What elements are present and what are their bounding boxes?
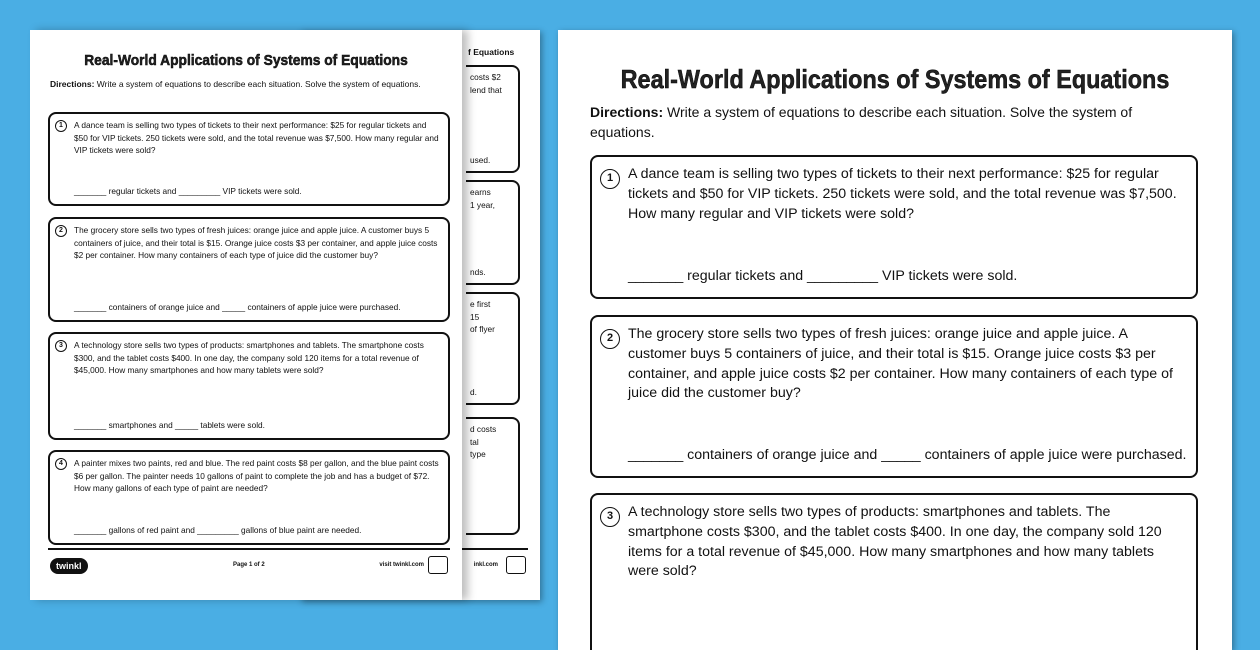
question-text: A painter mixes two paints, red and blue. The red paint costs $8 per gallon, and the blue paint costs $6 per gallon. The painter needs 10 gallons of paint to complete the job and has a budget of $72. How many gallons of each type of paint are needed?	[74, 458, 439, 494]
answer-line: _______ smartphones and _____ tablets were sold.	[74, 420, 265, 431]
directions-text: Write a system of equations to describe each situation. Solve the system of equations.	[96, 79, 421, 89]
fragment-answer: used.	[470, 155, 491, 166]
answer-line: _______ regular tickets and _________ VIP tickets were sold.	[74, 186, 302, 197]
question-number: 2	[55, 225, 67, 237]
question-box-1	[590, 155, 1198, 299]
fragment-answer: d.	[470, 387, 477, 398]
back-question-box	[466, 180, 520, 285]
worksheet-page-thumbnail	[30, 30, 462, 600]
back-question-box	[466, 292, 520, 405]
back-question-box	[466, 65, 520, 173]
question-box-1	[48, 112, 450, 206]
question-text: A technology store sells two types of products: smartphones and tablets. The smartphone costs $300, and the tablet costs $400. In one day, the company sold 120 items for a total revenue of $45,000. How many smartphones and how many tablets were sold?	[628, 504, 1162, 580]
answer-line: _______ containers of orange juice and _____ containers of apple juice were purchased.	[628, 447, 1187, 464]
back-question-box	[466, 417, 520, 535]
answer-line: _______ containers of orange juice and _____ containers of apple juice were purchased.	[74, 302, 401, 313]
answer-line: _______ regular tickets and _________ VIP tickets were sold.	[628, 268, 1018, 285]
question-box-2	[590, 315, 1198, 478]
answer-line: _______ gallons of red paint and _________ gallons of blue paint are needed.	[74, 525, 362, 536]
fragment-answer: nds.	[470, 267, 486, 278]
directions-text: Write a system of equations to describe each situation. Solve the system of equations.	[590, 104, 1133, 140]
page-footer	[48, 548, 450, 571]
question-box-3	[590, 493, 1198, 650]
fragment-text: costs $2 lend that	[470, 72, 502, 95]
quality-badge-icon	[506, 556, 526, 574]
question-number: 3	[600, 507, 620, 527]
back-footer	[462, 548, 528, 568]
fragment-text: e first 15 of flyer	[470, 299, 495, 335]
question-number: 2	[600, 329, 620, 349]
question-text: The grocery store sells two types of fresh juices: orange juice and apple juice. A customer buys 5 containers of juice, and their total is $15. Orange juice costs $3 per container, and apple juice costs $2 per container. How many containers of each type of juice did the customer buy?	[628, 326, 1173, 402]
visit-link-fragment: inkl.com	[473, 562, 498, 568]
fragment-text: d costs tal type	[470, 424, 497, 460]
directions-label: Directions:	[50, 79, 95, 89]
question-box-2	[48, 217, 450, 322]
worksheet-title: Real-World Applications of Systems of Equations	[84, 52, 408, 69]
back-title-fragment: f Equations	[468, 47, 515, 57]
question-number: 1	[55, 120, 67, 132]
question-text: The grocery store sells two types of fresh juices: orange juice and apple juice. A customer buys 5 containers of juice, and their total is $15. Orange juice costs $3 per container, and apple juice costs $2 per container. How many containers of each type of juice did the customer buy?	[74, 225, 438, 261]
question-text: A dance team is selling two types of tickets to their next performance: $25 for regular tickets and $50 for VIP tickets. 250 tickets were sold, and the total revenue was $7,500. How many regular and VIP tickets were sold?	[628, 166, 1177, 222]
quality-badge-icon	[428, 556, 448, 574]
visit-link: visit twinkl.com	[379, 562, 424, 568]
directions-label: Directions:	[590, 104, 664, 120]
directions	[590, 102, 1172, 142]
worksheet-title: Real-World Applications of Systems of Equations	[620, 64, 1170, 94]
page-number: Page 1 of 2	[233, 562, 265, 568]
twinkl-logo: twinkl	[50, 558, 88, 574]
question-text: A dance team is selling two types of tickets to their next performance: $25 for regular tickets and $50 for VIP tickets. 250 tickets were sold, and the total revenue was $7,500. How many regular and VIP tickets were sold?	[74, 120, 439, 156]
directions	[50, 78, 448, 90]
fragment-text: earns 1 year,	[470, 187, 495, 210]
question-number: 3	[55, 340, 67, 352]
question-box-4	[48, 450, 450, 545]
question-text: A technology store sells two types of products: smartphones and tablets. The smartphone costs $300, and the tablet costs $400. In one day, the company sold 120 items for a total revenue of $45,000. How many smartphones and how many tablets were sold?	[74, 340, 424, 376]
question-number: 1	[600, 169, 620, 189]
question-number: 4	[55, 458, 67, 470]
worksheet-page-zoomed	[558, 30, 1232, 650]
question-box-3	[48, 332, 450, 440]
